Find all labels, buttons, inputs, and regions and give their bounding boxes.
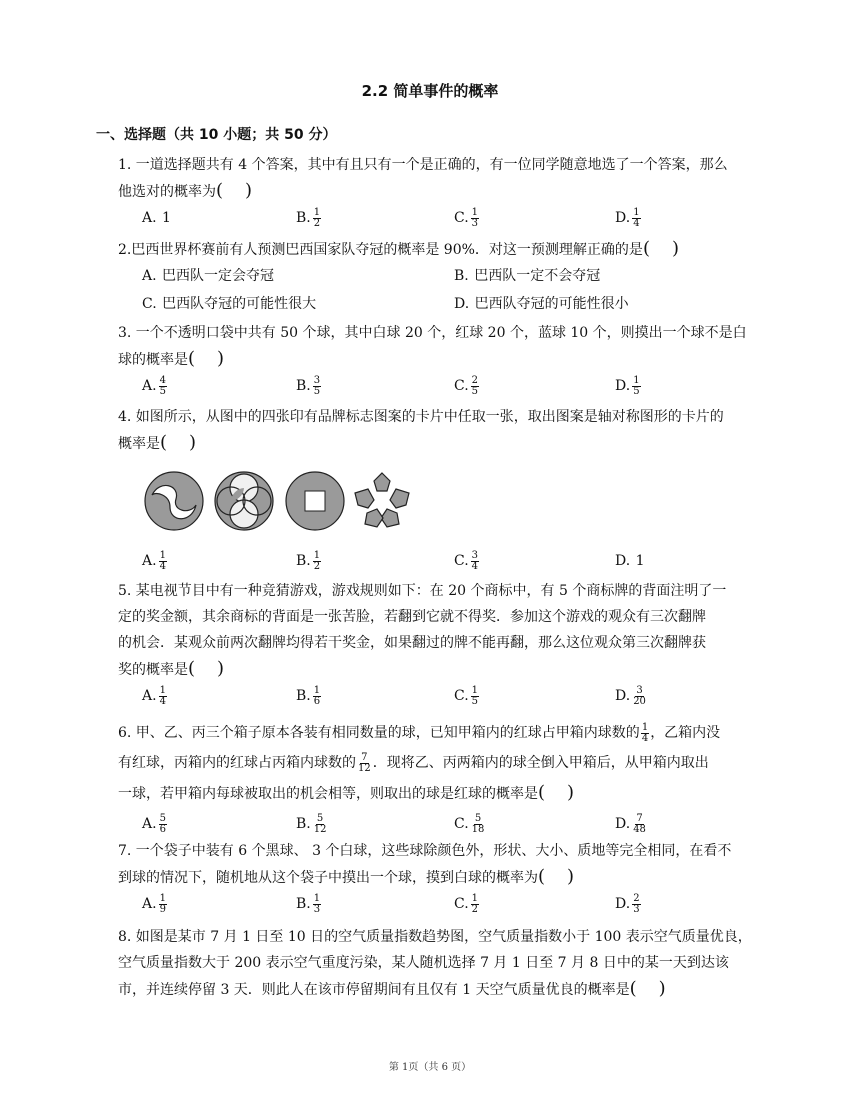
option-label: D. [615, 378, 631, 394]
numerator: 3 [313, 374, 321, 386]
denominator: 6 [313, 695, 321, 707]
option-b[interactable] [296, 891, 322, 917]
pentagon-ring-logo-icon [355, 473, 409, 527]
option-value: 巴西队一定不会夺冠 [474, 268, 601, 284]
fraction [159, 551, 167, 572]
question-4-options-wrap [118, 548, 766, 576]
paren-open: ( [642, 238, 650, 259]
option-label: D. [615, 896, 631, 912]
paren-open: ( [188, 658, 196, 679]
section-heading: 一、选择题（共 10 小题；共 50 分） [96, 127, 337, 143]
question-3-line-1: 3. 一个不透明口袋中共有 50 个球，其中白球 20 个，红球 20 个，蓝球 10 个，则摸出一个球不是白 [118, 325, 747, 341]
option-label: B. [296, 210, 311, 226]
fraction [471, 814, 486, 835]
question-4-options [118, 548, 766, 576]
question-7 [118, 838, 766, 919]
question-6-line-3: 一球，若甲箱内每球被取出的机会相等，则取出的球是红球的概率是 [118, 786, 538, 802]
option-label: C. [454, 896, 469, 912]
option-c[interactable] [454, 809, 486, 839]
question-1-line-2: 他选对的概率为 [118, 184, 216, 200]
numerator: 3 [636, 684, 643, 696]
question-3-options [118, 373, 766, 401]
question-5-line-4-wrap [118, 656, 766, 683]
option-label: C. [142, 296, 157, 312]
denominator: 3 [313, 903, 321, 915]
denominator: 3 [633, 903, 640, 915]
fraction [159, 814, 167, 835]
option-label: D. [615, 688, 631, 704]
option-label: A. [142, 553, 157, 569]
question-7-line-2: 到球的情况下，随机地从这个袋子中摸出一个球，摸到白球的概率为 [118, 870, 538, 886]
numerator: 7 [636, 812, 643, 824]
paren-close: ) [671, 238, 679, 259]
numerator: 5 [316, 812, 324, 824]
fraction [641, 723, 649, 744]
square-in-circle-logo-icon [286, 472, 344, 530]
question-5 [118, 578, 766, 711]
denominator: 5 [313, 385, 321, 397]
question-6-line-1b: ，乙箱内没 [650, 725, 721, 741]
fraction [313, 551, 321, 572]
denominator: 2 [313, 217, 321, 229]
numerator: 3 [471, 549, 479, 561]
option-label: C. [454, 553, 469, 569]
fraction [632, 814, 647, 835]
option-d[interactable] [615, 205, 642, 231]
fraction [471, 894, 479, 915]
paren-open: ( [629, 978, 637, 999]
option-label: B. [296, 816, 311, 832]
question-5-options [118, 683, 766, 711]
question-5-line-3: 的机会．某观众前两次翻牌均得若干奖金，如果翻过的牌不能再翻，那么这位观众第三次翻牌获 [118, 635, 706, 651]
option-a[interactable] [142, 548, 168, 574]
answer-blank[interactable] [538, 864, 574, 890]
answer-blank[interactable] [216, 178, 252, 204]
answer-blank[interactable] [160, 430, 196, 456]
numerator: 7 [361, 751, 368, 763]
question-2-line-1-wrap [118, 236, 766, 263]
question-3-line-2-wrap [118, 346, 766, 373]
numerator: 1 [641, 721, 649, 733]
fraction [632, 686, 647, 707]
option-b[interactable] [454, 263, 600, 289]
option-label: A. [142, 896, 157, 912]
question-7-line-2-wrap [118, 864, 766, 891]
page-footer: 第 1页（共 6 页） [388, 1062, 472, 1073]
fraction [313, 894, 321, 915]
question-4-line-2: 概率是 [118, 436, 160, 452]
fraction [159, 894, 167, 915]
yin-yang-logo-icon [145, 472, 203, 530]
denominator: 5 [633, 385, 640, 397]
question-4 [118, 404, 766, 457]
question-6-line-2b: ．现将乙、丙两箱内的球全倒入甲箱后，从甲箱内取出 [372, 755, 709, 771]
numerator: 1 [471, 892, 479, 904]
question-1 [118, 152, 766, 233]
question-5-line-1: 5. 某电视节目中有一种竞猜游戏，游戏规则如下：在 20 个商标中，有 5 个商标牌的背面注明了一 [118, 583, 727, 599]
option-c[interactable] [454, 205, 480, 231]
option-label: B. [296, 378, 311, 394]
numerator: 2 [471, 374, 479, 386]
answer-blank[interactable] [188, 346, 224, 372]
logo-figures [144, 466, 414, 536]
question-8-line-3-wrap [118, 976, 766, 1003]
four-petal-circle-logo-icon [215, 472, 273, 530]
option-value: 巴西队一定会夺冠 [162, 268, 275, 284]
question-3 [118, 320, 766, 401]
option-b[interactable] [296, 683, 322, 709]
option-c[interactable] [454, 891, 480, 917]
logo-figures-svg [144, 466, 414, 536]
numerator: 1 [471, 684, 479, 696]
fraction [632, 894, 640, 915]
question-2-options-row-2 [118, 291, 766, 319]
question-6-line-1a: 6. 甲、乙、丙三个箱子原本各装有相同数量的球，已知甲箱内的红球占甲箱内球数的 [118, 725, 640, 741]
option-a[interactable] [142, 809, 168, 839]
question-5-line-4: 奖的概率是 [118, 662, 188, 678]
option-label: C. [454, 210, 469, 226]
option-label: B. [296, 688, 311, 704]
option-d[interactable] [615, 548, 645, 574]
option-c[interactable] [454, 373, 480, 399]
option-b[interactable] [296, 205, 322, 231]
fraction [313, 376, 321, 397]
option-a[interactable] [142, 683, 168, 709]
paren-open: ( [538, 782, 546, 803]
option-d[interactable] [615, 809, 648, 839]
numerator: 1 [159, 892, 166, 904]
option-value: 1 [162, 210, 171, 226]
option-label: A. [142, 268, 157, 284]
answer-blank[interactable] [630, 976, 666, 1002]
question-4-line-2-wrap [118, 430, 766, 457]
denominator: 9 [159, 903, 166, 915]
denominator: 4 [471, 560, 479, 572]
denominator: 4 [633, 217, 640, 229]
option-label: A. [142, 688, 157, 704]
fraction [357, 753, 372, 774]
option-a[interactable] [142, 373, 168, 399]
numerator: 1 [159, 684, 166, 696]
option-label: D. [615, 210, 631, 226]
paren-close: ) [658, 978, 666, 999]
numerator: 2 [633, 892, 640, 904]
question-6-line-3-wrap [118, 778, 766, 809]
option-c[interactable] [142, 291, 316, 317]
option-d[interactable] [615, 683, 648, 709]
answer-blank[interactable] [538, 778, 574, 808]
fraction [313, 208, 321, 229]
denominator: 4 [159, 695, 166, 707]
fraction [471, 208, 479, 229]
paren-open: ( [216, 180, 224, 201]
numerator: 1 [633, 374, 640, 386]
answer-blank[interactable] [643, 236, 679, 262]
option-label: D. [615, 816, 631, 832]
paren-open: ( [188, 348, 196, 369]
denominator: 6 [159, 823, 166, 835]
paren-close: ) [217, 658, 225, 679]
paren-close: ) [567, 782, 575, 803]
option-a[interactable] [142, 891, 168, 917]
paren-close: ) [567, 866, 575, 887]
question-4-line-1: 4. 如图所示，从图中的四张印有品牌标志图案的卡片中任取一张，取出图案是轴对称图形的卡片的 [118, 409, 724, 425]
page-title: 2.2 简单事件的概率 [361, 82, 499, 100]
option-c[interactable] [454, 683, 480, 709]
question-2-line-1: 2.巴西世界杯赛前有人预测巴西国家队夺冠的概率是 90%．对这一预测理解正确的是 [118, 242, 643, 258]
fraction [632, 376, 640, 397]
option-label: A. [142, 816, 157, 832]
paren-close: ) [189, 432, 197, 453]
question-1-options [118, 205, 766, 233]
question-7-options [118, 891, 766, 919]
denominator: 2 [471, 903, 479, 915]
numerator: 4 [159, 374, 166, 386]
option-label: A. [142, 378, 157, 394]
question-8 [118, 924, 766, 1003]
option-label: C. [454, 378, 469, 394]
option-b[interactable] [296, 809, 328, 839]
paren-open: ( [538, 866, 546, 887]
denominator: 4 [159, 560, 166, 572]
fraction [471, 686, 479, 707]
numerator: 5 [474, 812, 482, 824]
question-8-line-1: 8. 如图是某市 7 月 1 日至 10 日的空气质量指数趋势图，空气质量指数小于 100 表示空气质量优良， [118, 929, 752, 945]
numerator: 1 [313, 892, 321, 904]
denominator: 5 [471, 695, 479, 707]
fraction [159, 376, 167, 397]
question-8-line-2: 空气质量指数大于 200 表示空气重度污染，某人随机选择 7 月 1 日至 7 月 8 日中的某一天到达该 [118, 955, 729, 971]
option-value: 1 [635, 553, 645, 569]
numerator: 1 [471, 206, 479, 218]
option-a[interactable] [142, 263, 274, 289]
paren-close: ) [217, 348, 225, 369]
fraction [313, 686, 321, 707]
fraction [471, 376, 479, 397]
fraction [313, 814, 328, 835]
question-6-line-1-wrap [118, 718, 766, 748]
option-a[interactable] [142, 205, 171, 231]
fraction [632, 208, 640, 229]
numerator: 5 [159, 812, 166, 824]
numerator: 1 [313, 549, 321, 561]
question-8-line-3: 市，并连续停留 3 天．则此人在该市停留期间有且仅有 1 天空气质量优良的概率是 [118, 982, 630, 998]
question-5-line-2: 定的奖金额，其余商标的背面是一张苦脸，若翻到它就不得奖．参加这个游戏的观众有三次翻牌 [118, 609, 706, 625]
question-1-line-1: 1. 一道选择题共有 4 个答案，其中有且只有一个是正确的，有一位同学随意地选了一个答案，那么 [118, 157, 728, 173]
option-label: B. [454, 268, 469, 284]
question-2-options-row-1 [118, 263, 766, 291]
denominator: 12 [313, 823, 327, 835]
fraction [159, 686, 167, 707]
question-1-line-2-wrap [118, 178, 766, 205]
question-6-line-2-wrap [118, 748, 766, 778]
denominator: 18 [471, 823, 485, 835]
numerator: 1 [313, 684, 321, 696]
paren-open: ( [160, 432, 168, 453]
question-6 [118, 718, 766, 837]
fraction [471, 551, 479, 572]
option-label: B. [296, 553, 311, 569]
numerator: 1 [159, 549, 166, 561]
denominator: 12 [358, 762, 371, 774]
option-c[interactable] [454, 548, 480, 574]
numerator: 1 [633, 206, 640, 218]
denominator: 5 [471, 385, 479, 397]
option-b[interactable] [296, 373, 322, 399]
numerator: 1 [313, 206, 321, 218]
option-value: 巴西队夺冠的可能性很大 [162, 296, 317, 312]
question-2 [118, 236, 766, 319]
option-d[interactable] [454, 291, 629, 317]
denominator: 2 [313, 560, 321, 572]
answer-blank[interactable] [188, 656, 224, 682]
option-label: A. [142, 210, 157, 226]
option-d[interactable] [615, 373, 642, 399]
option-b[interactable] [296, 548, 322, 574]
denominator: 48 [633, 823, 646, 835]
denominator: 3 [471, 217, 479, 229]
question-6-options [118, 809, 766, 837]
option-label: D. [615, 553, 631, 569]
denominator: 5 [159, 385, 166, 397]
option-label: D. [454, 296, 470, 312]
option-d[interactable] [615, 891, 642, 917]
paren-close: ) [245, 180, 253, 201]
question-7-line-1: 7. 一个袋子中装有 6 个黑球、 3 个白球，这些球除颜色外，形状、大小、质地等完全相同，在看不 [118, 843, 732, 859]
option-label: C. [454, 688, 469, 704]
option-value: 巴西队夺冠的可能性很小 [474, 296, 629, 312]
denominator: 20 [633, 695, 646, 707]
option-label: B. [296, 896, 311, 912]
option-label: C. [454, 816, 469, 832]
denominator: 4 [641, 732, 649, 744]
question-6-line-2a: 有红球，丙箱内的红球占丙箱内球数的 [118, 755, 356, 771]
question-3-line-2: 球的概率是 [118, 352, 188, 368]
